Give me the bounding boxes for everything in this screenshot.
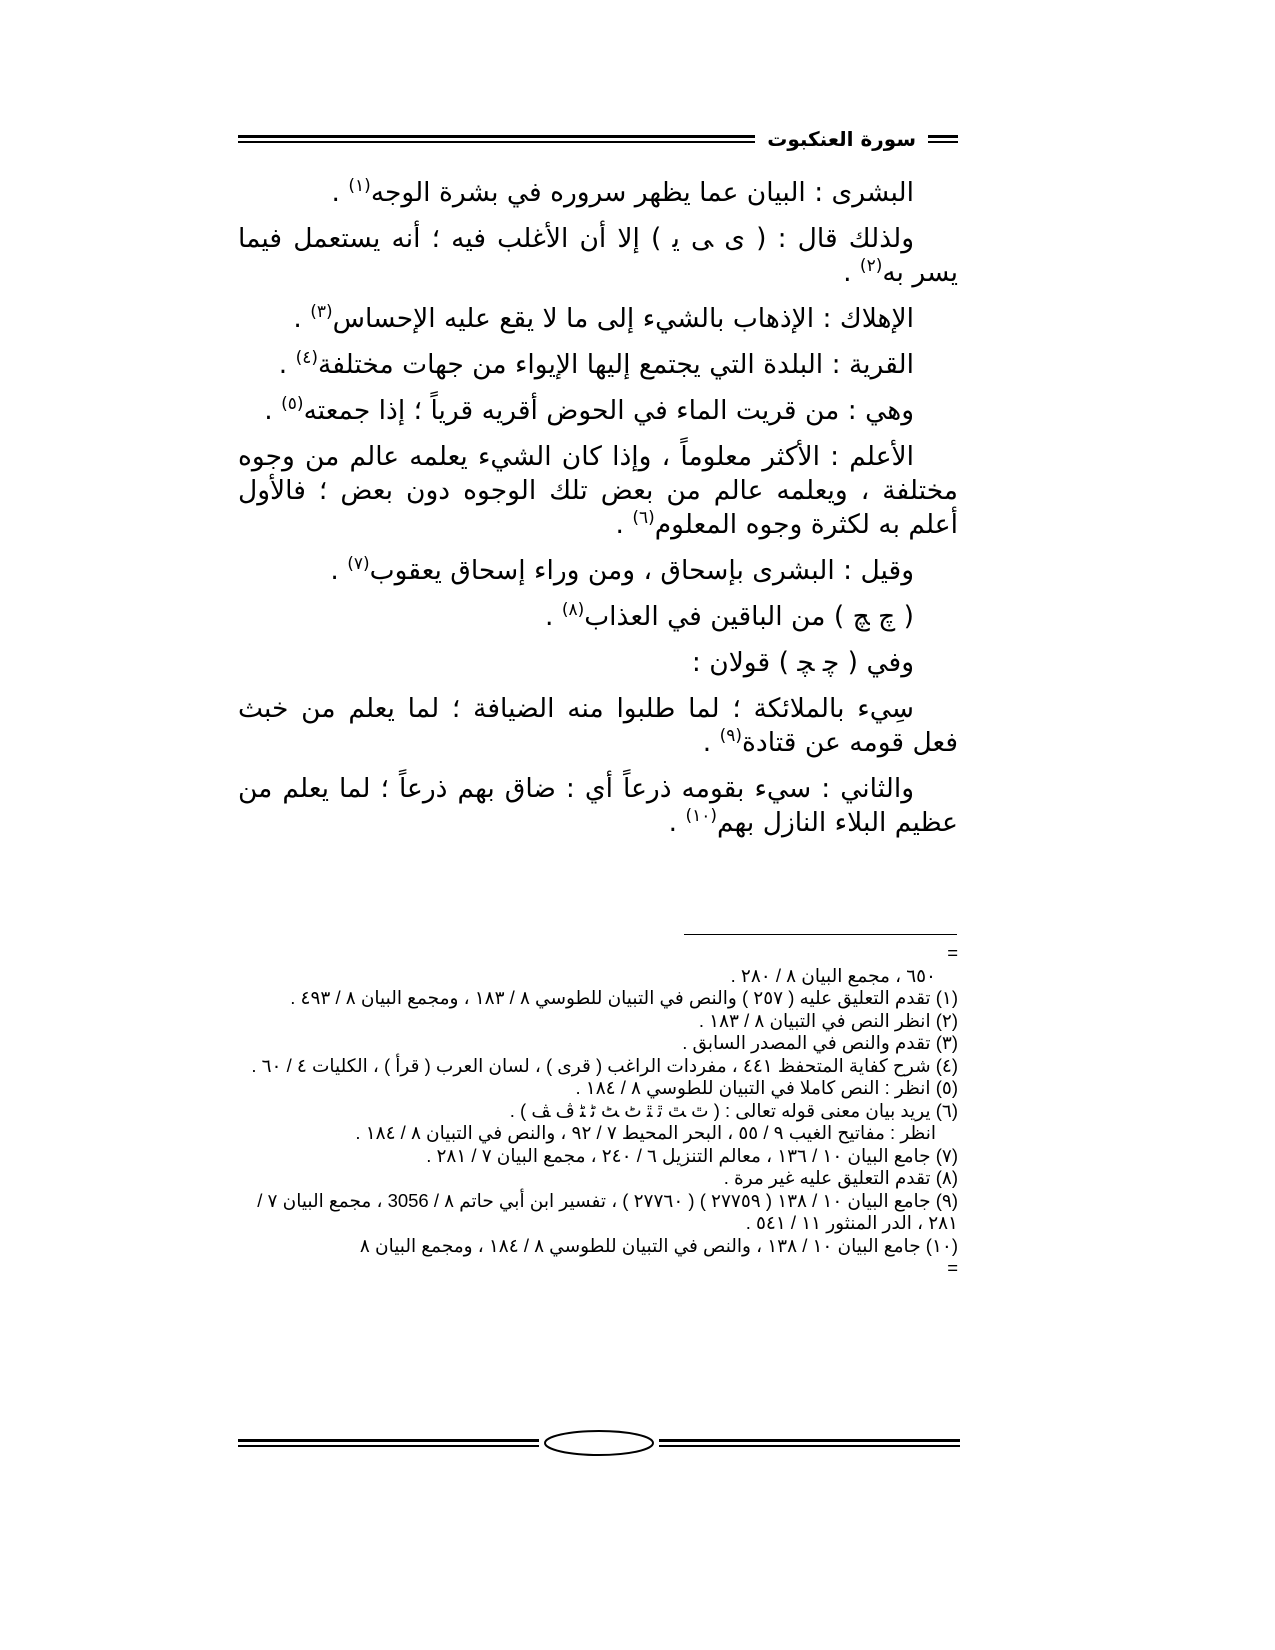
- running-header: [238, 122, 958, 156]
- paragraph: وقيل : البشرى بإسحاق ، ومن وراء إسحاق يعقوب$^{(٧)}$ .: [330, 554, 914, 586]
- footnote-continuation: انظر : مفاتيح الغيب ٩ / ٥٥ ، البحر المحيط ٧ / ٩٢ ، والنص في التبيان ٨ / ١٨٤ .: [355, 1122, 936, 1143]
- footnote-ref: (٧): [347, 554, 370, 575]
- footnote-ref: (٨): [561, 600, 585, 621]
- paragraph: ولذلك قال : ( ﯼ ﯽ ﯾ ) إلا أن الأغلب فيه ؛ أنه يستعمل فيما يسر به$^{(٢)}$ .: [238, 223, 958, 288]
- header-short-rule: [928, 135, 958, 143]
- header-long-rule: [238, 135, 755, 143]
- paragraph: ( ﭺ ﭻ ) من الباقين في العذاب$^{(٨)}$ .: [544, 600, 914, 632]
- footnote: (٦) يريد بيان معنى قوله تعالى : ( ﭢ ﭣ ﭤ ﭥ ﭦ ﭧ ﭨ ﭩ ﭪ ﭫ ) .: [509, 1099, 958, 1121]
- footer-rule-left: [238, 1439, 539, 1447]
- footnote: (٨) تقدم التعليق عليه غير مرة .: [723, 1167, 958, 1188]
- footnote-ref: (١): [348, 176, 371, 197]
- footnote: (١) تقدم التعليق عليه ( ٢٥٧ ) والنص في التبيان للطوسي ٨ / ١٨٣ ، ومجمع البيان ٨ / ٤٩٣ .: [290, 987, 958, 1008]
- footnote-ref: (٦): [632, 508, 655, 529]
- paragraph: القرية : البلدة التي يجتمع إليها الإيواء من جهات مختلفة$^{(٤)}$ .: [278, 348, 914, 380]
- footnote-separator: [684, 934, 957, 935]
- footnote-ref: (٥): [281, 394, 304, 415]
- paragraph: البشرى : البيان عما يظهر سروره في بشرة الوجه$^{(١)}$ .: [331, 176, 914, 208]
- paragraph: وفي ( ﭼ ﭽ ) قولان :: [691, 647, 914, 678]
- footnotes: [238, 942, 958, 1280]
- footnote: (١٠) جامع البيان ١٠ / ١٣٨ ، والنص في التبيان للطوسي ٨ / ١٨٤ ، ومجمع البيان ٨: [359, 1234, 958, 1256]
- footnote-carry-mark: =: [947, 942, 958, 963]
- footnote: (٥) انظر : النص كاملا في التبيان للطوسي ٨ / ١٨٤ .: [575, 1077, 958, 1098]
- paragraph: الإهلاك : الإذهاب بالشيء إلى ما لا يقع عليه الإحساس$^{(٣)}$ .: [293, 302, 914, 334]
- footnote: (٧) جامع البيان ١٠ / ١٣٦ ، معالم التنزيل ٦ / ٢٤٠ ، مجمع البيان ٧ / ٢٨١ .: [426, 1144, 958, 1166]
- footnote-carry-in: ٦٥٠ ، مجمع البيان ٨ / ٢٨٠ .: [730, 964, 936, 986]
- footnote-ref: (٤): [295, 348, 319, 369]
- commentary-body: [238, 176, 958, 852]
- footnote-ref: (٢): [859, 256, 883, 277]
- footnote-ref: (١٠): [685, 806, 718, 827]
- paragraph: وهي : من قريت الماء في الحوض أقريه قرياً ؛ إذا جمعته$^{(٥)}$ .: [264, 394, 914, 426]
- footer-rule-right: [659, 1439, 960, 1447]
- footnote-ref: (٩): [719, 726, 743, 747]
- footnote: (٩) جامع البيان ١٠ / ١٣٨ ( ٢٧٧٥٩ ) ( ٢٧٧٦٠ ) ، تفسير ابن أبي حاتم ٨ / 3056 ، مجمع البيان ٧ / ٢٨١ ، الدر المنثور ١١ / ٥٤١ .: [257, 1189, 958, 1233]
- footnote: (٢) انظر النص في التبيان ٨ / ١٨٣ .: [698, 1009, 958, 1031]
- paragraph: والثاني : سيء بقومه ذرعاً أي : ضاق بهم ذرعاً ؛ لما يعلم من عظيم البلاء النازل بهم$^{(١٠)}$ .: [238, 773, 958, 838]
- footer-ornament: [238, 1428, 960, 1458]
- footnote: (٤) شرح كفاية المتحفظ ٤٤١ ، مفردات الراغب ( قرى ) ، لسان العرب ( قرأ ) ، الكليات ٤ / ٦٠ .: [251, 1054, 958, 1076]
- footnote-ref: (٣): [310, 302, 333, 323]
- footnote-carry-mark: =: [947, 1257, 958, 1278]
- footnote: (٣) تقدم والنص في المصدر السابق .: [682, 1032, 958, 1053]
- header-surah-title: سورة العنكبوت: [767, 127, 916, 151]
- page-number-oval-icon: [539, 1428, 659, 1458]
- paragraph: سِيء بالملائكة ؛ لما طلبوا منه الضيافة ؛ لما يعلم من خبث فعل قومه عن قتادة$^{(٩)}$ .: [238, 693, 958, 758]
- paragraph: الأعلم : الأكثر معلوماً ، وإذا كان الشيء يعلمه عالم من وجوه مختلفة ، ويعلمه عالم من بعض تلك الوجوه دون بعض ؛ فالأول أعلم به لكثرة وجوه المعلوم$^{(٦)}$ .: [238, 441, 958, 540]
